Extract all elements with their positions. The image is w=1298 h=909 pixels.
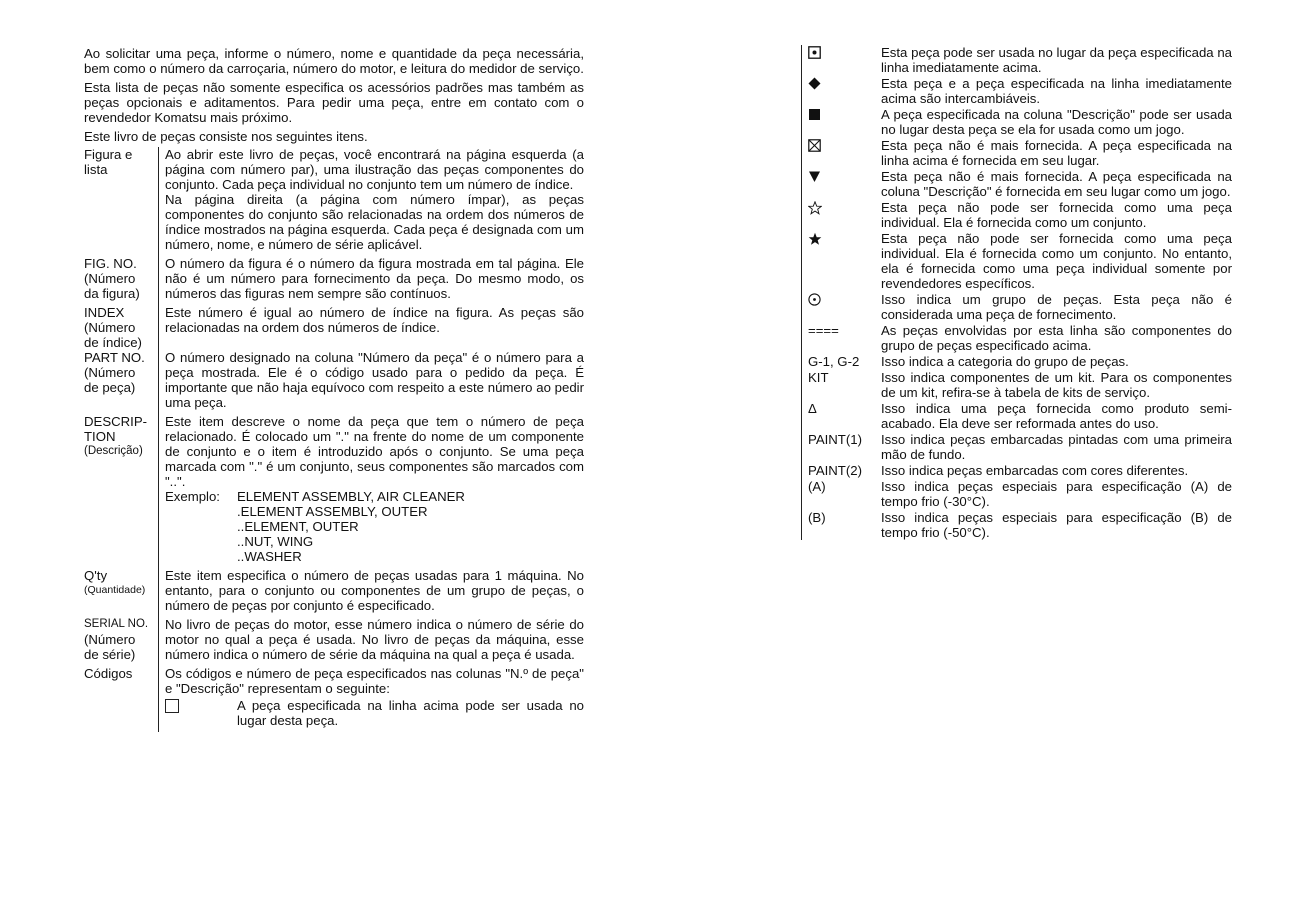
entry-qty bbox=[84, 568, 584, 617]
example-line: ..NUT, WING bbox=[237, 534, 314, 549]
entry-label: (Número bbox=[84, 632, 136, 647]
entry-label: Códigos bbox=[84, 666, 133, 681]
triangle-down-icon bbox=[808, 169, 881, 199]
entry-text: Este número é igual ao número de índice na figura. As peças são relacionadas na ordem dos números de índice. bbox=[165, 305, 584, 335]
example-key: Exemplo: bbox=[165, 489, 220, 504]
code-list-item bbox=[808, 401, 1232, 431]
code-symbol: PAINT(1) bbox=[808, 432, 862, 447]
entry-label: lista bbox=[84, 162, 108, 177]
code-list-item bbox=[808, 231, 1232, 291]
entry-label: FIG. NO. bbox=[84, 256, 137, 271]
code-list-item bbox=[808, 323, 1232, 353]
code-symbol: PAINT(2) bbox=[808, 463, 862, 478]
code-symbol: (A) bbox=[808, 479, 826, 494]
entry-fig-no bbox=[84, 256, 584, 305]
code-description: Isso indica peças embarcadas com cores diferentes. bbox=[881, 463, 1189, 478]
entry-index bbox=[84, 305, 584, 350]
code-list bbox=[801, 45, 1232, 540]
code-symbol: G-1, G-2 bbox=[808, 354, 860, 369]
entry-figure bbox=[84, 147, 584, 256]
example-line: ..WASHER bbox=[237, 549, 302, 564]
entry-description bbox=[84, 414, 584, 568]
code-list-item bbox=[808, 463, 1232, 478]
entry-label: Q'ty bbox=[84, 568, 108, 583]
code-symbol: KIT bbox=[808, 370, 829, 385]
entry-label: de série) bbox=[84, 647, 136, 662]
entry-text: O número designado na coluna "Número da peça" é o número para a peça mostrada. Ele é o código usado para o pedido da peça. É importante que não haja equívoco com respeito a este número ao pedir uma peça. bbox=[165, 350, 584, 410]
code-description: Isso indica peças especiais para especificação (A) de tempo frio (-30°C). bbox=[881, 479, 1232, 509]
code-symbol: Δ bbox=[808, 401, 817, 416]
diamond-icon bbox=[808, 76, 881, 106]
square-outline-icon bbox=[165, 699, 179, 713]
entry-serial bbox=[84, 617, 584, 666]
entry-text: Na página direita (a página com número ímpar), as peças componentes do conjunto são relacionadas na ordem dos números de índice mostrados na página esquerda. Cada peça é designada com um número, nome, e número de série aplicável. bbox=[165, 192, 584, 252]
square-filled-icon bbox=[808, 107, 881, 137]
code-description: Isso indica uma peça fornecida como produto semi-acabado. Ela deve ser reformada antes do uso. bbox=[881, 401, 1232, 431]
entry-label: PART NO. bbox=[84, 350, 145, 365]
code-symbol: ==== bbox=[808, 323, 839, 338]
code-description: Isso indica a categoria do grupo de peças. bbox=[881, 354, 1129, 369]
code-list-item bbox=[808, 479, 1232, 509]
code-description: Esta peça e a peça especificada na linha imediatamente acima são intercambiáveis. bbox=[881, 76, 1232, 106]
entry-text: O número da figura é o número da figura mostrada em tal página. Ele não é um número para fornecimento da peça. Do mesmo modo, os números das figuras nem sempre são contínuos. bbox=[165, 256, 584, 301]
example-line: .ELEMENT ASSEMBLY, OUTER bbox=[237, 504, 428, 519]
entry-label: TION bbox=[84, 429, 116, 444]
example-line: ..ELEMENT, OUTER bbox=[237, 519, 359, 534]
code-description: Esta peça não é mais fornecida. A peça especificada na coluna "Descrição" é fornecida em seu lugar como um jogo. bbox=[881, 169, 1232, 199]
code-description: A peça especificada na coluna "Descrição" pode ser usada no lugar desta peça se ela for usada como um jogo. bbox=[881, 107, 1232, 137]
code-list-item bbox=[808, 138, 1232, 168]
code-list-item bbox=[808, 169, 1232, 199]
code-description: As peças envolvidas por esta linha são componentes do grupo de peças especificado acima. bbox=[881, 323, 1232, 353]
entry-text: Os códigos e número de peça especificados nas colunas "N.º de peça" e "Descrição" representam o seguinte: bbox=[165, 666, 584, 696]
code-description: Esta peça não é mais fornecida. A peça especificada na linha acima é fornecida em seu lugar. bbox=[881, 138, 1232, 168]
entry-part-no bbox=[84, 350, 584, 414]
code-list-item bbox=[808, 45, 1232, 75]
entry-label: (Número bbox=[84, 320, 136, 335]
entry-codes bbox=[84, 666, 584, 732]
code-description: Isso indica peças especiais para especificação (B) de tempo frio (-50°C). bbox=[881, 510, 1232, 540]
code-description: Isso indica componentes de um kit. Para os componentes de um kit, refira-se à tabela de kits de serviço. bbox=[881, 370, 1232, 400]
code-list-item bbox=[808, 354, 1232, 369]
entry-label: de índice) bbox=[84, 335, 142, 350]
code-text: A peça especificada na linha acima pode ser usada no lugar desta peça. bbox=[237, 698, 584, 728]
code-description: Isso indica um grupo de peças. Esta peça não é considerada uma peça de fornecimento. bbox=[881, 292, 1232, 322]
right-column bbox=[807, 45, 1232, 541]
code-description: Esta peça pode ser usada no lugar da peça especificada na linha imediatamente acima. bbox=[881, 45, 1232, 75]
intro-paragraph-3: Este livro de peças consiste nos seguintes itens. bbox=[84, 129, 368, 144]
entry-label: (Número bbox=[84, 271, 136, 286]
code-list-item bbox=[808, 510, 1232, 540]
x-box-icon bbox=[808, 138, 881, 168]
example-line: ELEMENT ASSEMBLY, AIR CLEANER bbox=[237, 489, 465, 504]
entry-label: INDEX bbox=[84, 305, 125, 320]
code-list-item bbox=[808, 292, 1232, 322]
code-description: Esta peça não pode ser fornecida como uma peça individual. Ela é fornecida como um conjunto. No entanto, ela é fornecida como uma peça individual somente por revendedores específicos. bbox=[881, 231, 1232, 291]
entry-label: Figura e bbox=[84, 147, 133, 162]
entry-text: No livro de peças do motor, esse número indica o número de série do motor no qual a peça é usada. No livro de peças da máquina, esse número indica o número de série da máquina na qual a peça é usada. bbox=[165, 617, 584, 662]
entry-text: Este item descreve o nome da peça que tem o número de peça relacionado. É colocado um "." na frente do nome de um componente de conjunto e o item é introduzido após o conjunto. Se uma peça marcada com "." é um conjunto, seus componentes são marcados com "..". bbox=[165, 414, 584, 489]
intro-paragraph-1: Ao solicitar uma peça, informe o número, nome e quantidade da peça necessária, bem como o número da carroçaria, número do motor, e leitura do medidor de serviço. bbox=[84, 46, 584, 76]
code-description: Esta peça não pode ser fornecida como uma peça individual. Ela é fornecida como um conjunto. bbox=[881, 200, 1232, 230]
entry-text: Este item especifica o número de peças usadas para 1 máquina. No entanto, para o conjunto ou componentes de um grupo de peças, o número de peças por conjunto é especificado. bbox=[165, 568, 584, 613]
intro-paragraph-2: Esta lista de peças não somente especifica os acessórios padrões mas também as peças opcionais e aditamentos. Para pedir uma peça, entre em contato com o revendedor Komatsu mais próximo. bbox=[84, 80, 584, 125]
code-description: Isso indica peças embarcadas pintadas com uma primeira mão de fundo. bbox=[881, 432, 1232, 462]
star-outline-icon bbox=[808, 200, 881, 230]
entry-label: da figura) bbox=[84, 286, 140, 301]
circle-dot-icon bbox=[808, 292, 881, 322]
code-list-item bbox=[808, 107, 1232, 137]
entry-label: DESCRIP- bbox=[84, 414, 148, 429]
star-filled-icon bbox=[808, 231, 881, 291]
entry-label: (Descrição) bbox=[84, 445, 143, 457]
code-list-item bbox=[808, 370, 1232, 400]
left-column bbox=[84, 46, 584, 732]
dot-square-icon bbox=[808, 45, 881, 75]
entry-label: de peça) bbox=[84, 380, 136, 395]
code-list-item bbox=[808, 432, 1232, 462]
code-list-item bbox=[808, 76, 1232, 106]
code-symbol: (B) bbox=[808, 510, 826, 525]
entry-label: (Número bbox=[84, 365, 136, 380]
entry-label: SERIAL NO. bbox=[84, 618, 149, 630]
entry-text: Ao abrir este livro de peças, você encontrará na página esquerda (a página com número par), uma ilustração das peças componentes do conjunto. Cada peça individual no conjunto tem um número de índice. bbox=[165, 147, 584, 192]
code-list-item bbox=[808, 200, 1232, 230]
entry-label: (Quantidade) bbox=[84, 584, 146, 596]
